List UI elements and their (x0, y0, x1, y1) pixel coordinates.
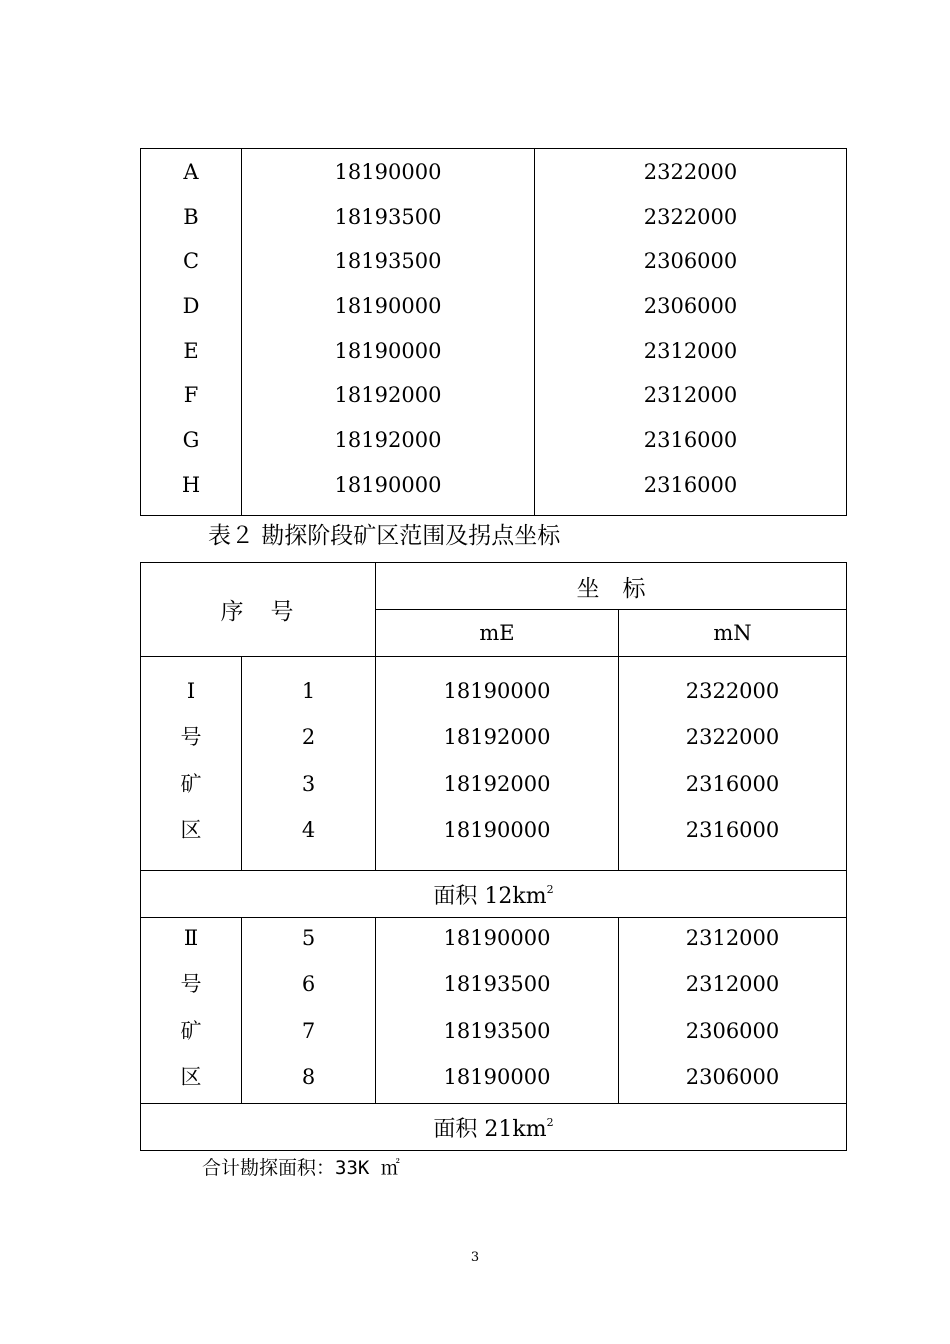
zone-label-char: 号 (180, 972, 202, 997)
mn-value: 2306000 (685, 1065, 780, 1090)
me-value: 18190000 (334, 294, 442, 319)
point-label: G (182, 428, 200, 453)
sequence-header: 序 号 (141, 563, 376, 657)
zone-label-char: 号 (180, 725, 202, 750)
me-value: 18190000 (334, 160, 442, 184)
mn-value: 2322000 (685, 679, 780, 703)
zone-2-mn (619, 918, 847, 1104)
mn-value: 2312000 (685, 972, 780, 997)
point-label: D (182, 294, 200, 319)
seq-value: 7 (301, 1018, 316, 1043)
zone-2-row (141, 918, 847, 1104)
me-column (242, 149, 535, 516)
zone-2-me (376, 918, 619, 1104)
point-label: H (181, 472, 201, 497)
mn-column (535, 149, 847, 516)
zone-1-me (376, 657, 619, 871)
mn-value: 2322000 (643, 204, 738, 229)
me-header: mE (376, 610, 619, 657)
mn-value: 2316000 (643, 428, 738, 453)
zone-label-char: 区 (180, 1065, 202, 1090)
seq-value: 8 (301, 1065, 316, 1090)
point-label: C (182, 249, 200, 274)
me-value: 18192000 (334, 428, 442, 453)
zone-label-char: 矿 (180, 1018, 202, 1043)
seq-value: 3 (301, 771, 316, 796)
mn-value: 2312000 (643, 338, 738, 363)
me-value: 18192000 (334, 383, 442, 408)
mn-value: 2306000 (643, 249, 738, 274)
zone-1-mn (619, 657, 847, 871)
total-exploration-area: 合计勘探面积：33K ㎡ (202, 1157, 400, 1179)
seq-value: 5 (301, 926, 316, 951)
me-value: 18190000 (443, 679, 551, 703)
me-value: 18190000 (443, 817, 551, 842)
table-2-caption: 表２ 勘探阶段矿区范围及拐点坐标 (208, 523, 561, 549)
area-superscript: 2 (546, 1115, 554, 1129)
point-label: F (183, 383, 199, 408)
mn-value: 2316000 (685, 771, 780, 796)
point-label: B (183, 204, 199, 229)
area-superscript: 2 (546, 882, 554, 896)
me-value: 18193500 (443, 1018, 551, 1043)
zone-label-char: Ⅰ (186, 679, 196, 703)
area-text: 面积 12km (433, 883, 547, 909)
zone-1-label (141, 657, 242, 871)
mn-value: 2312000 (643, 383, 738, 408)
coordinates-table-1 (140, 148, 847, 516)
me-value: 18190000 (334, 338, 442, 363)
label-column (141, 149, 242, 516)
mn-value: 2316000 (643, 472, 738, 497)
me-value: 18190000 (334, 472, 442, 497)
zone-1-row (141, 657, 847, 871)
me-value: 18193500 (443, 972, 551, 997)
me-value: 18192000 (443, 771, 551, 796)
zone-2-seq (242, 918, 376, 1104)
me-value: 18190000 (443, 1065, 551, 1090)
seq-value: 1 (301, 679, 316, 703)
zone-label-char: 区 (180, 817, 202, 842)
coordinate-header: 坐 标 (376, 563, 847, 610)
me-value: 18190000 (443, 926, 551, 951)
zone-1-area-row (141, 871, 847, 918)
me-value: 18193500 (334, 249, 442, 274)
point-label: A (183, 160, 199, 184)
zone-label-char: Ⅱ (183, 926, 199, 951)
header-row (141, 563, 847, 610)
zone-label-char: 矿 (180, 771, 202, 796)
seq-value: 2 (301, 725, 316, 750)
mn-value: 2322000 (643, 160, 738, 184)
me-value: 18193500 (334, 204, 442, 229)
mn-header: mN (619, 610, 847, 657)
coordinates-table-2 (140, 562, 847, 1151)
page-number: 3 (470, 1250, 480, 1265)
zone-2-area (141, 1104, 847, 1151)
me-value: 18192000 (443, 725, 551, 750)
table-row (141, 149, 847, 516)
zone-2-label (141, 918, 242, 1104)
point-label: E (183, 338, 199, 363)
mn-value: 2312000 (685, 926, 780, 951)
area-text: 面积 21km (433, 1116, 547, 1142)
zone-1-area (141, 871, 847, 918)
mn-value: 2306000 (643, 294, 738, 319)
zone-2-area-row (141, 1104, 847, 1151)
mn-value: 2322000 (685, 725, 780, 750)
mn-value: 2316000 (685, 817, 780, 842)
zone-1-seq (242, 657, 376, 871)
seq-value: 6 (301, 972, 316, 997)
mn-value: 2306000 (685, 1018, 780, 1043)
seq-value: 4 (301, 817, 316, 842)
